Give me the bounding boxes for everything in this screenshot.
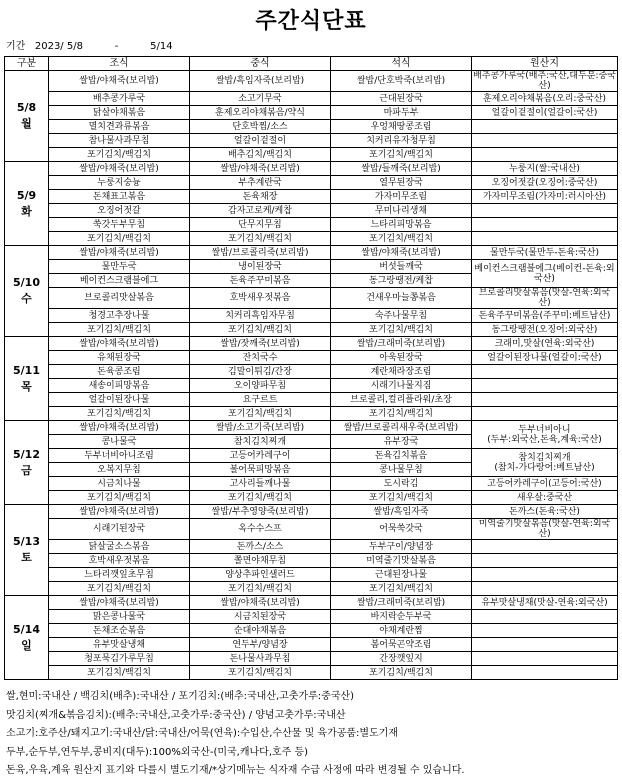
dinner-item: 숙주나물무침	[331, 309, 472, 323]
dinner-item: 바지락순두부국	[331, 610, 472, 624]
table-row	[5, 519, 618, 540]
table-row	[5, 162, 618, 176]
page-title: 주간식단표	[255, 9, 367, 34]
breakfast-item: 쌀밥/야채죽(보리밥)	[49, 246, 190, 260]
table-row	[5, 288, 618, 309]
lunch-item: 볼어묵피망볶음	[190, 463, 331, 477]
lunch-item: 쌀밥/잣깨죽(보리밥)	[190, 337, 331, 351]
table-row	[5, 666, 618, 680]
dinner-item: 브로콜리,컬리플라워/초장	[331, 393, 472, 407]
dinner-item: 간장깻잎지	[331, 652, 472, 666]
origin-item: 돈까스(돈육:국산)	[472, 505, 618, 519]
lunch-item: 돈육주꾸미볶음	[190, 274, 331, 288]
breakfast-item: 포기김치/백김치	[49, 491, 190, 505]
lunch-item: 얼갈이겉절이	[190, 134, 331, 148]
breakfast-item: 포기김치/백김치	[49, 323, 190, 337]
table-row	[5, 582, 618, 596]
origin-item	[472, 218, 618, 232]
lunch-item: 포기김치/백김치	[190, 491, 331, 505]
origin-item: 유부맛살냉채(맛살-연육:외국산)	[472, 596, 618, 610]
lunch-item: 감자고로케/케찹	[190, 204, 331, 218]
header-breakfast: 조식	[49, 57, 190, 71]
dinner-item: 포기김치/백김치	[331, 491, 472, 505]
lunch-item: 김말이튀김/간장	[190, 365, 331, 379]
table-row	[5, 218, 618, 232]
lunch-item: 부추계란국	[190, 176, 331, 190]
note-line: 돈육,우육,계육 원산지 표기와 다를시 별도기재/*상기메뉴는 식자재 수급 사정에 따라 변경될 수 있습니다.	[6, 765, 465, 776]
dinner-item: 치커리유자청무침	[331, 134, 472, 148]
breakfast-item: 쌀밥/야채죽(보리밥)	[49, 421, 190, 435]
breakfast-item: 청경고추장나물	[49, 309, 190, 323]
lunch-item: 돈나물사과무침	[190, 652, 331, 666]
breakfast-item: 얼갈이된장나물	[49, 393, 190, 407]
breakfast-item: 콩나물국	[49, 435, 190, 449]
breakfast-item: 포기김치/백김치	[49, 582, 190, 596]
dinner-item: 쌀밥/흑임자죽	[331, 505, 472, 519]
dinner-item: 느타리피망볶음	[331, 218, 472, 232]
dinner-item: 시래기나물지짐	[331, 379, 472, 393]
origin-item: 참치김치찌개 (참치-가다랑어:베트남산)	[472, 449, 618, 477]
origin-item	[472, 554, 618, 568]
day-label: 5/9 화	[5, 162, 49, 246]
breakfast-item: 베이컨스크램블에그	[49, 274, 190, 288]
dinner-item: 포기김치/백김치	[331, 323, 472, 337]
lunch-item: 쌀밥/야채죽(보리밥)	[190, 596, 331, 610]
origin-item: 크래미,맛살(연육:외국산)	[472, 337, 618, 351]
table-row	[5, 134, 618, 148]
table-row	[5, 540, 618, 554]
dinner-item: 포기김치/백김치	[331, 232, 472, 246]
breakfast-item: 유채된장국	[49, 351, 190, 365]
breakfast-item: 참나물사과무침	[49, 134, 190, 148]
dinner-item: 미역줄기맛살볶음	[331, 554, 472, 568]
table-row	[5, 71, 618, 92]
origin-item	[472, 582, 618, 596]
breakfast-item: 청포묵김가루무침	[49, 652, 190, 666]
lunch-item: 포기김치/백김치	[190, 407, 331, 421]
dinner-item: 쌀밥/크래미죽(보리밥)	[331, 337, 472, 351]
dinner-item: 콩나물무침	[331, 463, 472, 477]
lunch-item: 쌀밥/흑임자죽(보리밥)	[190, 71, 331, 92]
breakfast-item: 배추콩가루국	[49, 92, 190, 106]
table-row	[5, 120, 618, 134]
lunch-item: 쌀밥/야채죽(보리밥)	[190, 162, 331, 176]
origin-item	[472, 120, 618, 134]
dinner-item: 아욱된장국	[331, 351, 472, 365]
dinner-item: 근대된장국	[331, 92, 472, 106]
breakfast-item: 포기김치/백김치	[49, 232, 190, 246]
note-line: 두부,순두부,연두부,콩비지(대두):100%외국산-(미국,캐나다,호주 등)	[6, 746, 309, 758]
day-label: 5/14 일	[5, 596, 49, 680]
origin-item	[472, 610, 618, 624]
breakfast-item: 쌀밥/야채죽(보리밥)	[49, 162, 190, 176]
table-row	[5, 260, 618, 274]
lunch-item: 단무지무침	[190, 218, 331, 232]
table-row	[5, 568, 618, 582]
origin-item	[472, 638, 618, 652]
lunch-item: 쌀밥/브로콜리죽(보리밥)	[190, 246, 331, 260]
origin-item	[472, 134, 618, 148]
origin-item: 브로콜리맛살볶음(맛살-연육:외국산)	[472, 288, 618, 309]
lunch-item: 돈까스/소스	[190, 540, 331, 554]
dinner-item: 포기김치/백김치	[331, 582, 472, 596]
dinner-item: 동그랑땡전/케찹	[331, 274, 472, 288]
header-category: 구분	[5, 57, 49, 71]
dinner-item: 포기김치/백김치	[331, 666, 472, 680]
origin-item: 고등어카레구이(고등어:국산)	[472, 477, 618, 491]
dinner-item: 쌀밥/야채죽(보리밥)	[331, 246, 472, 260]
breakfast-item: 쌀밥/야채죽(보리밥)	[49, 596, 190, 610]
origin-item: 오징어젓갈(오징어:중국산)	[472, 176, 618, 190]
table-row	[5, 421, 618, 435]
breakfast-item: 두부너비아니조림	[49, 449, 190, 463]
origin-item	[472, 568, 618, 582]
origin-item: 가자미무조림(가자미:러시아산)	[472, 190, 618, 204]
header-lunch: 중식	[190, 57, 331, 71]
table-row	[5, 232, 618, 246]
dinner-item: 돈육김치볶음	[331, 449, 472, 463]
breakfast-item: 포기김치/백김치	[49, 666, 190, 680]
origin-item	[472, 407, 618, 421]
note-line: 쌀,현미:국내산 / 백김치(배추):국내산 / 포기김치:(배추:국내산,고춧가루:중국산)	[6, 691, 355, 702]
dinner-item: 어묵쑥갓국	[331, 519, 472, 540]
dinner-item: 쌀밥/브로콜리새우죽(보리밥)	[331, 421, 472, 435]
dinner-item: 가자미무조림	[331, 190, 472, 204]
breakfast-item: 포기김치/백김치	[49, 148, 190, 162]
table-row	[5, 148, 618, 162]
table-row	[5, 449, 618, 463]
lunch-item: 잔치국수	[190, 351, 331, 365]
origin-item: 배추콩가루국(배추:국산,대두분:중국산)	[473, 71, 616, 91]
origin-item	[472, 540, 618, 554]
day-label: 5/8 월	[5, 71, 49, 162]
dinner-item: 마파두부	[331, 106, 472, 120]
dinner-item: 계란채라장조림	[331, 365, 472, 379]
lunch-item: 소고기무국	[190, 92, 331, 106]
day-label: 5/11 목	[5, 337, 49, 421]
origin-item	[472, 365, 618, 379]
dinner-item: 건새우마늘쫑볶음	[331, 288, 472, 309]
breakfast-item: 오징어젓갈	[49, 204, 190, 218]
breakfast-item: 쌀밥/야채죽(보리밥)	[49, 337, 190, 351]
lunch-item: 쫄면야채무침	[190, 554, 331, 568]
breakfast-item: 느타리깻잎초무침	[49, 568, 190, 582]
table-row	[5, 246, 618, 260]
table-row	[5, 652, 618, 666]
origin-item	[472, 666, 618, 680]
lunch-item: 오이양파무침	[190, 379, 331, 393]
origin-item: 얼갈이겉절이(얼갈이:국산)	[472, 106, 618, 120]
table-row	[5, 337, 618, 351]
table-row	[5, 393, 618, 407]
breakfast-item: 쌀밥/야채죽(보리밥)	[49, 71, 190, 92]
header-row	[5, 57, 618, 71]
day-label: 5/10 수	[5, 246, 49, 337]
origin-item	[472, 379, 618, 393]
origin-item: 베이컨스크램블에그(베이컨-돈육:외국산)	[472, 260, 618, 288]
origin-item: 훈제오리야채볶음(오리:중국산)	[472, 92, 618, 106]
origin-item: 두부너비아니 (두부:외국산,돈육,계육:국산)	[472, 421, 618, 449]
origin-item: 새우살:중국산	[472, 491, 618, 505]
day-label: 5/13 토	[5, 505, 49, 596]
breakfast-item: 누룽지숭늉	[49, 176, 190, 190]
table-row	[5, 638, 618, 652]
table-row	[5, 379, 618, 393]
breakfast-item: 포기김치/백김치	[49, 407, 190, 421]
lunch-item: 요구르트	[190, 393, 331, 407]
origin-item: 물만두국(물만두-돈육:국산)	[472, 246, 618, 260]
lunch-item: 호박새우젓볶음	[190, 288, 331, 309]
breakfast-item: 물만두국	[49, 260, 190, 274]
origin-item	[472, 204, 618, 218]
dinner-item: 쌀밥/들깨죽(보리밥)	[331, 162, 472, 176]
table-row	[5, 505, 618, 519]
dinner-item: 버섯들깨국	[331, 260, 472, 274]
dinner-item: 두부구이/양념장	[331, 540, 472, 554]
breakfast-item: 닭살야채볶음	[49, 106, 190, 120]
dinner-item: 포기김치/백김치	[331, 407, 472, 421]
table-row	[5, 323, 618, 337]
table-row	[5, 309, 618, 323]
dinner-item: 무미나리생채	[331, 204, 472, 218]
period-line: 기간 2023/ 5/8 - 5/14	[6, 41, 173, 52]
header-origin: 원산지	[472, 57, 618, 71]
lunch-item: 시금치된장국	[190, 610, 331, 624]
breakfast-item: 유부맛살냉채	[49, 638, 190, 652]
lunch-item: 포기김치/백김치	[190, 323, 331, 337]
breakfast-item: 시래기된장국	[49, 519, 190, 540]
breakfast-item: 새송이피망볶음	[49, 379, 190, 393]
lunch-item: 양상추파인샐러드	[190, 568, 331, 582]
lunch-item: 고사리들깨나물	[190, 477, 331, 491]
origin-item: 돈육주꾸미볶음(주꾸미:베트남산)	[472, 309, 618, 323]
lunch-item: 옥수수스프	[190, 519, 331, 540]
origin-item: 동그랑땡전(오징어:외국산)	[472, 323, 618, 337]
lunch-item: 치커리흑임자무침	[190, 309, 331, 323]
dinner-item: 유부장국	[331, 435, 472, 449]
breakfast-item: 돈육콩조림	[49, 365, 190, 379]
breakfast-item: 오복지무침	[49, 463, 190, 477]
breakfast-item: 호박새우젓볶음	[49, 554, 190, 568]
dinner-item: 포기김치/백김치	[331, 148, 472, 162]
day-label: 5/12 금	[5, 421, 49, 505]
table-row	[5, 204, 618, 218]
breakfast-item: 브로콜리맛살볶음	[49, 288, 190, 309]
table-row	[5, 365, 618, 379]
lunch-item: 쌀밥/부추영양죽(보리밥)	[190, 505, 331, 519]
lunch-item: 쌀밥/소고기죽(보리밥)	[190, 421, 331, 435]
note-line: 맛김치(찌개&볶음김치):(배추:국내산,고춧가루:중국산) / 양념고춧가루:국내산	[6, 709, 346, 721]
table-row	[5, 106, 618, 120]
lunch-item: 참치김치찌개	[190, 435, 331, 449]
origin-item: 누룽지(쌀:국내산)	[472, 162, 618, 176]
table-row	[5, 554, 618, 568]
table-row	[5, 596, 618, 610]
origin-item	[472, 148, 618, 162]
dinner-item: 야채계란찜	[331, 624, 472, 638]
dinner-item: 근대된장나물	[331, 568, 472, 582]
lunch-item: 순대야채볶음	[190, 624, 331, 638]
dinner-item: 쌀밥/단호박죽(보리밥)	[331, 71, 472, 92]
origin-item	[472, 624, 618, 638]
dinner-item: 봄어묵곤약조림	[331, 638, 472, 652]
table-row	[5, 190, 618, 204]
breakfast-item: 맑은콩나물국	[49, 610, 190, 624]
dinner-item: 우엉채땅콩조림	[331, 120, 472, 134]
breakfast-item: 쑥갓두부무침	[49, 218, 190, 232]
breakfast-item: 멸치견과류볶음	[49, 120, 190, 134]
table-row	[5, 491, 618, 505]
dinner-item: 도시락김	[331, 477, 472, 491]
origin-item	[472, 232, 618, 246]
origin-item	[472, 652, 618, 666]
breakfast-item: 쌀밥/야채죽(보리밥)	[49, 505, 190, 519]
table-row	[5, 624, 618, 638]
table-row	[5, 477, 618, 491]
breakfast-item: 시금치나물	[49, 477, 190, 491]
lunch-item: 연두부/양념장	[190, 638, 331, 652]
lunch-item: 돈육채장	[190, 190, 331, 204]
lunch-item: 포기김치/백김치	[190, 666, 331, 680]
origin-item: 미역줄기맛살볶음(맛살-연육:외국산)	[472, 519, 618, 540]
lunch-item: 배추김치/백김치	[190, 148, 331, 162]
lunch-item: 고등어카레구이	[190, 449, 331, 463]
dinner-item: 열무된장국	[331, 176, 472, 190]
lunch-item: 포기김치/백김치	[190, 232, 331, 246]
lunch-item: 훈제오리야채볶음/약식	[190, 106, 331, 120]
origin-item: 얼갈이된장나물(얼갈이:국산)	[472, 351, 618, 365]
origin-item	[472, 393, 618, 407]
notes-section	[6, 688, 465, 781]
breakfast-item: 돈채표고볶음	[49, 190, 190, 204]
lunch-item: 냉이된장국	[190, 260, 331, 274]
menu-table	[4, 56, 618, 680]
breakfast-item: 닭살굴소스볶음	[49, 540, 190, 554]
lunch-item: 포기김치/백김치	[190, 582, 331, 596]
dinner-item: 쌀밥/크래미죽(보리밥)	[331, 596, 472, 610]
table-row	[5, 351, 618, 365]
table-row	[5, 176, 618, 190]
table-row	[5, 610, 618, 624]
table-row	[5, 92, 618, 106]
note-line: 소고기:호주산/돼지고기:국내산/닭:국내산/어묵(연육):수입산,수산물 및 육가공품:별도기재	[6, 728, 399, 739]
breakfast-item: 돈채조순볶음	[49, 624, 190, 638]
header-dinner: 석식	[331, 57, 472, 71]
lunch-item: 단호박찜/소스	[190, 120, 331, 134]
table-row	[5, 407, 618, 421]
